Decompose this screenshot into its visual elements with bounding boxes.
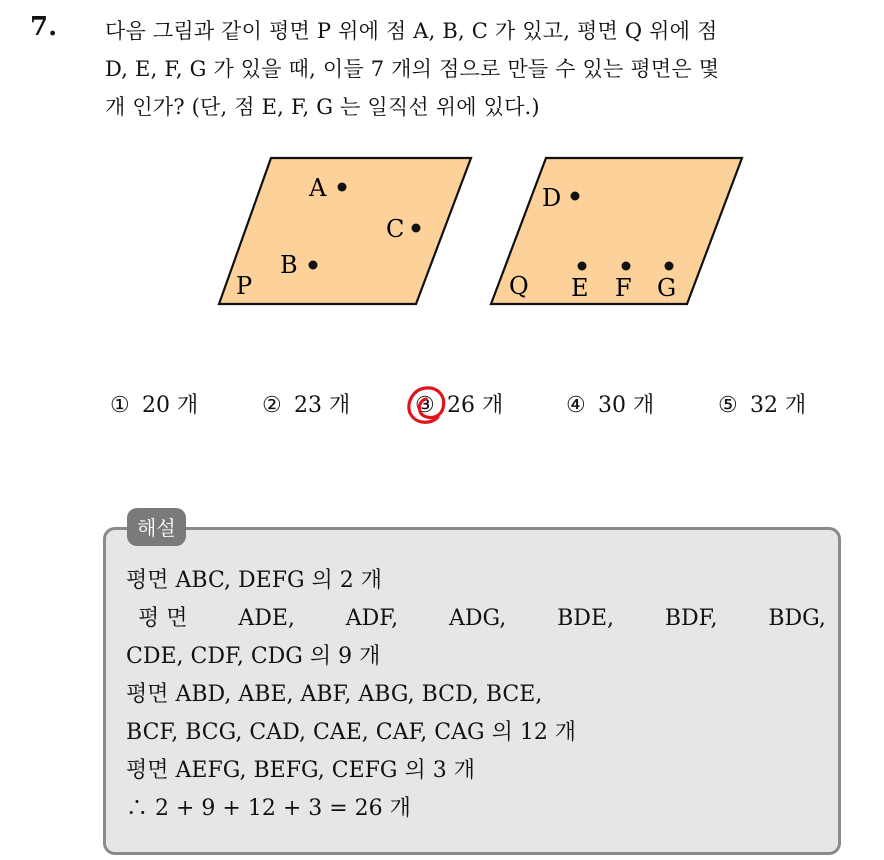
- plane-p: [219, 158, 471, 304]
- solution-line-planes: [126, 600, 826, 638]
- answer-circle-mark: [405, 383, 451, 429]
- point-a-label: A: [309, 174, 327, 202]
- question-line: 개 인가? (단, 점 E, F, G 는 일직선 위에 있다.): [105, 95, 540, 119]
- solution-text: [126, 562, 826, 828]
- solution-item: BDG,: [768, 606, 826, 631]
- solution-item: BDE,: [557, 606, 614, 631]
- question-line: 다음 그림과 같이 평면 P 위에 점 A, B, C 가 있고, 평면 Q 위에 점: [105, 19, 718, 43]
- point-g-label: G: [657, 274, 677, 302]
- choice-2[interactable]: [262, 388, 350, 419]
- choice-5[interactable]: [718, 388, 806, 419]
- solution-conclusion: ∴ 2 + 9 + 12 + 3 = 26 개: [126, 796, 411, 821]
- point-b-label: B: [280, 251, 298, 279]
- choice-1[interactable]: [110, 388, 198, 419]
- choice-label: 30 개: [598, 393, 655, 418]
- answer-choices: [110, 388, 850, 428]
- plane-p-shape: [219, 158, 471, 304]
- solution-item: BDF,: [664, 606, 718, 631]
- point-a: [338, 183, 347, 192]
- point-d-label: D: [542, 184, 562, 212]
- solution-item: ADE,: [238, 606, 295, 631]
- plane-q: [491, 158, 742, 304]
- choice-label: 26 개: [447, 393, 504, 418]
- solution-line: 평면 AEFG, BEFG, CEFG 의 3 개: [126, 758, 475, 783]
- choice-label: 32 개: [750, 393, 807, 418]
- point-f-label: F: [615, 274, 632, 302]
- solution-line: 평면 ABC, DEFG 의 2 개: [126, 568, 383, 593]
- point-b: [309, 261, 318, 270]
- solution-item: ADG,: [448, 606, 507, 631]
- point-g: [665, 262, 674, 271]
- choice-number: ③: [415, 393, 435, 418]
- point-c: [412, 224, 421, 233]
- solution-line: CDE, CDF, CDG 의 9 개: [126, 644, 381, 669]
- question-number: 7.: [30, 12, 58, 42]
- choice-number: ①: [110, 393, 130, 418]
- choice-number: ⑤: [718, 393, 738, 418]
- question-line: D, E, F, G 가 있을 때, 이들 7 개의 점으로 만들 수 있는 평면은 몇: [105, 57, 720, 81]
- point-c-label: C: [386, 215, 405, 243]
- choice-4[interactable]: [566, 388, 654, 419]
- choice-label: 23 개: [294, 393, 351, 418]
- planes-figure: [0, 0, 884, 380]
- solution-tag: 해설: [127, 508, 186, 546]
- solution-item: ADF,: [345, 606, 399, 631]
- point-d: [571, 192, 580, 201]
- choice-number: ④: [566, 393, 586, 418]
- solution-item: 평 면: [138, 606, 188, 631]
- choice-number: ②: [262, 393, 282, 418]
- solution-line: BCF, BCG, CAD, CAE, CAF, CAG 의 12 개: [126, 720, 577, 745]
- choice-label: 20 개: [142, 393, 199, 418]
- plane-q-label: Q: [509, 272, 529, 300]
- plane-p-label: P: [236, 272, 253, 300]
- point-e-label: E: [571, 274, 589, 302]
- point-e: [578, 262, 587, 271]
- point-f: [622, 262, 631, 271]
- solution-line: 평면 ABD, ABE, ABF, ABG, BCD, BCE,: [126, 682, 543, 707]
